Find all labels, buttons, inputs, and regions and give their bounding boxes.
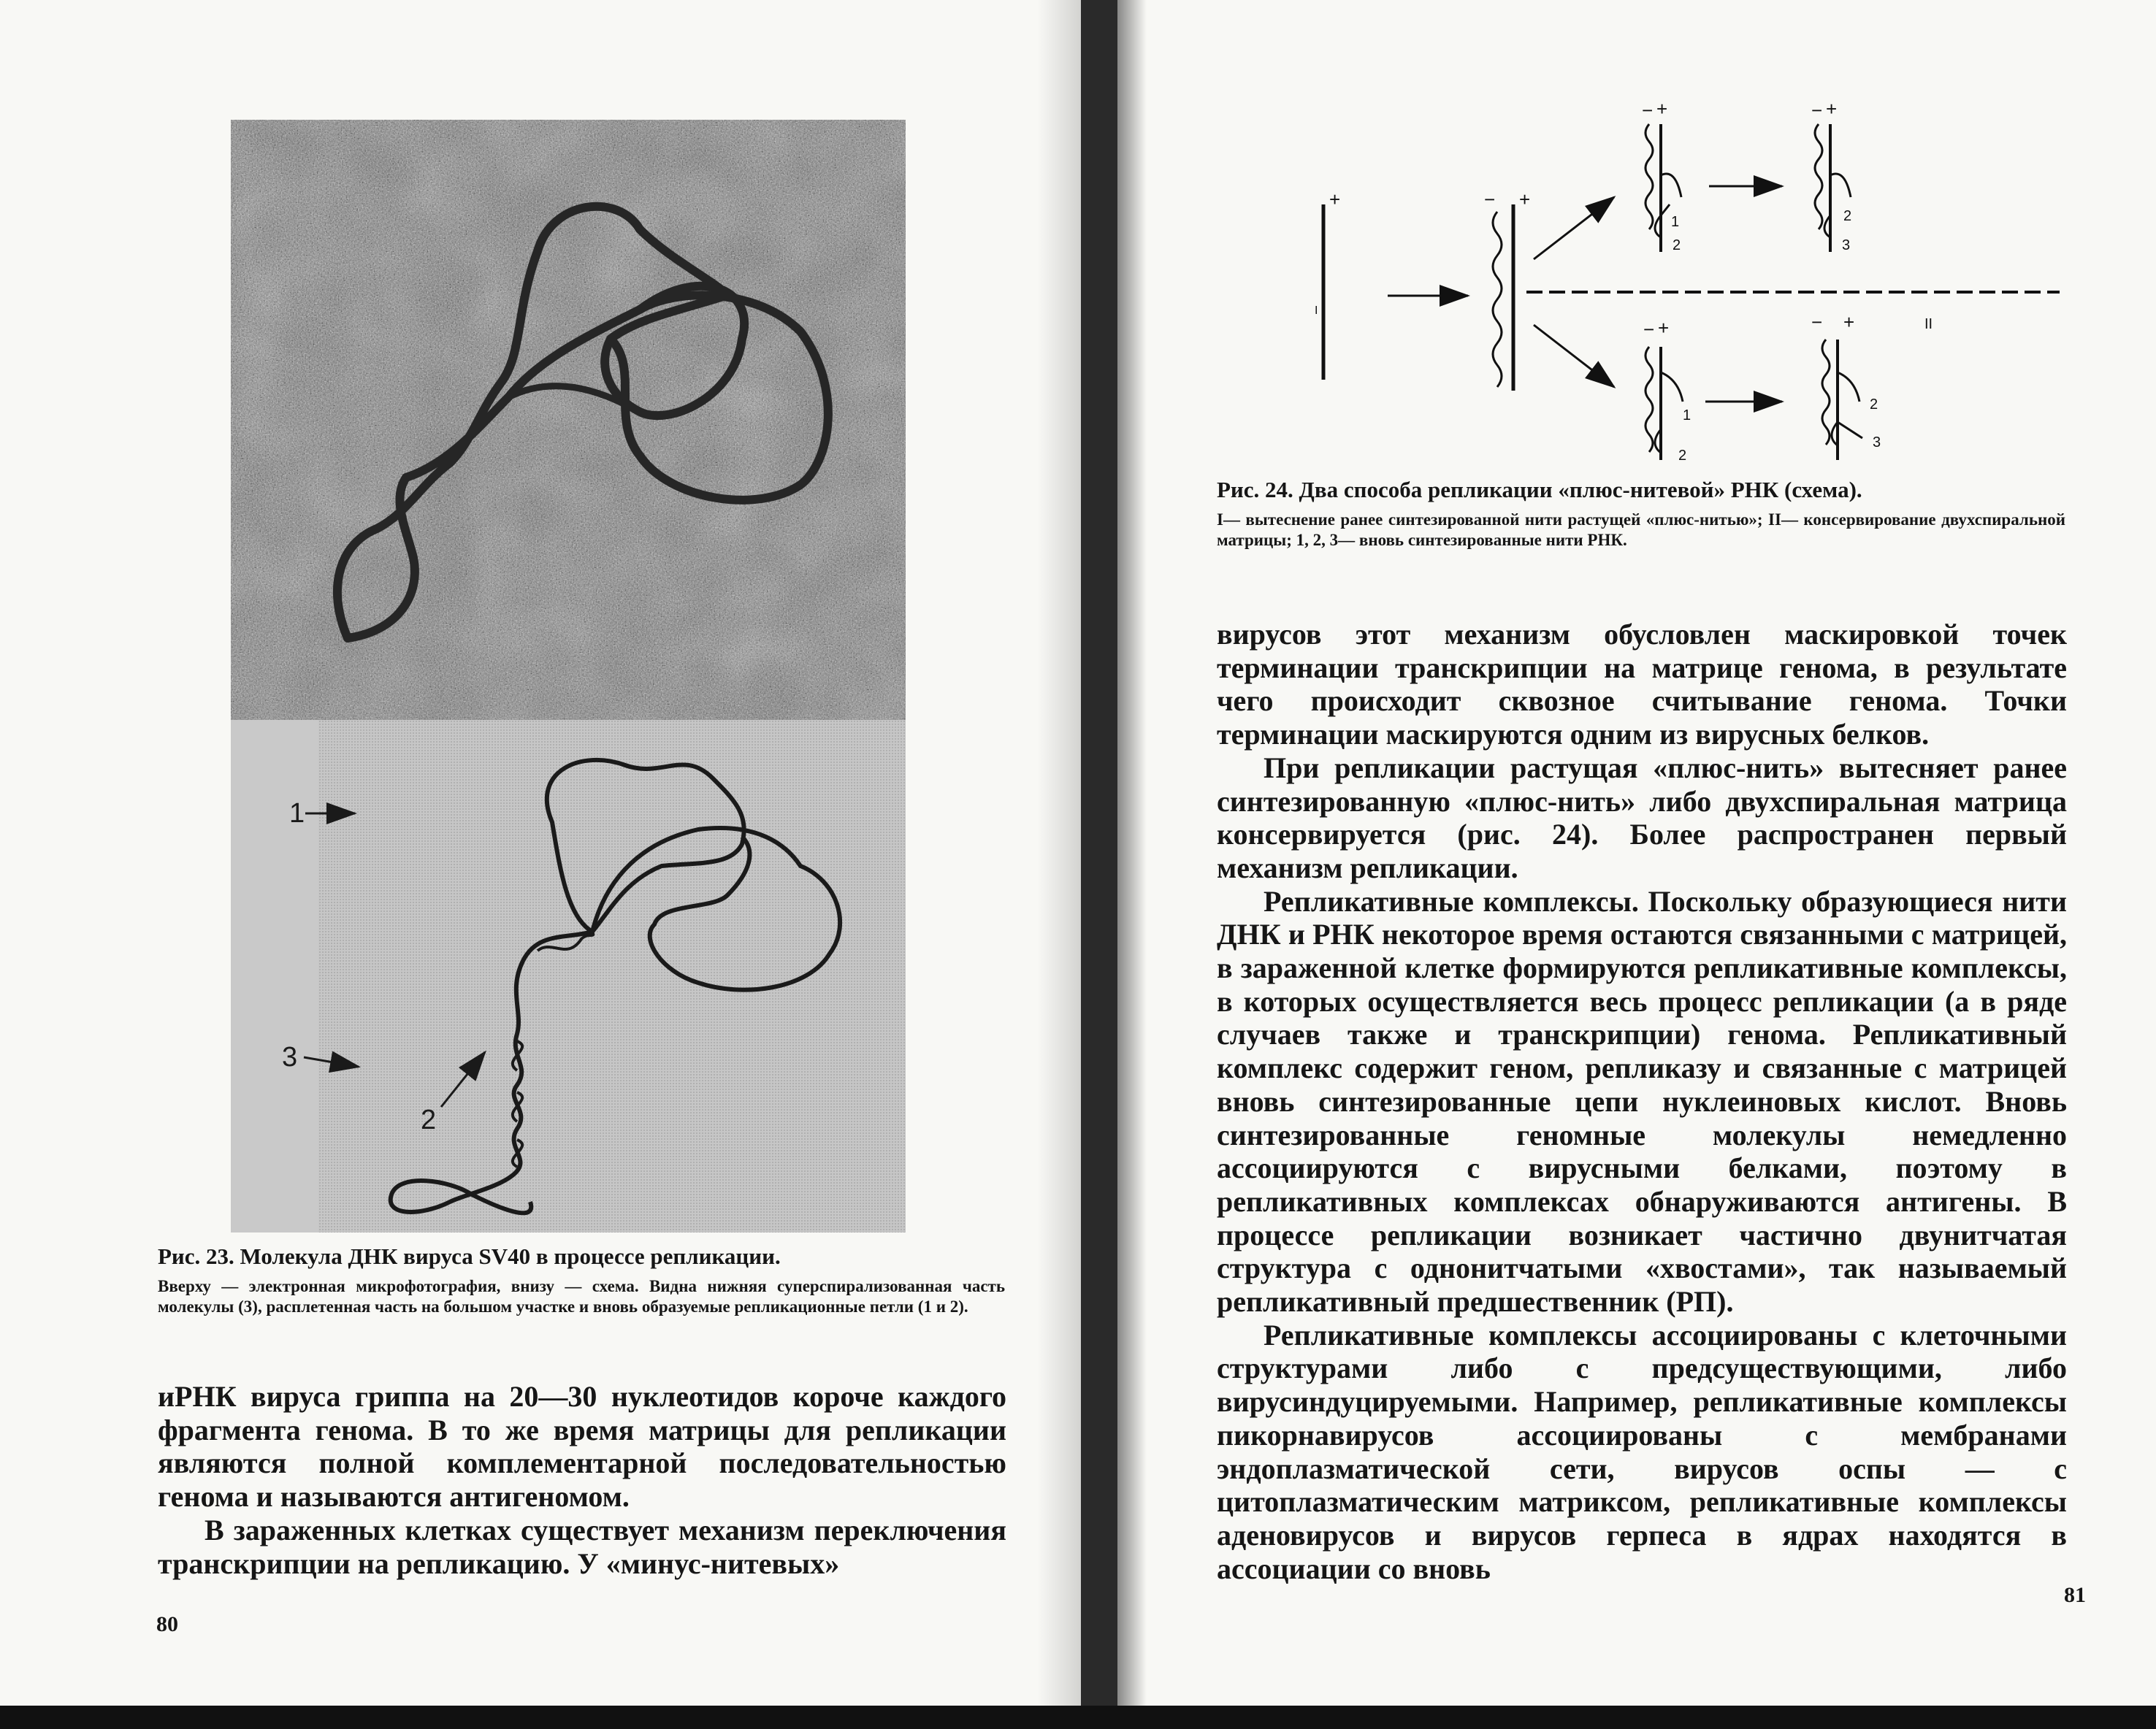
svg-text:1: 1 xyxy=(1671,214,1680,230)
replication-modes-diagram xyxy=(1300,95,2074,475)
figure-24-caption-title: Рис. 24. Два способа репликации «плюс-нитевой» РНК (схема). xyxy=(1217,477,1862,502)
svg-text:−: − xyxy=(1811,99,1823,121)
sign-plus-template: + xyxy=(1329,188,1341,210)
left-paragraph-1: иРНК вируса гриппа на 20—30 нуклеотидов короче каждого фрагмента генома. В то же время матрицы для репликации являются полной комплементарной последовательностью генома и называются антигеномом. xyxy=(158,1380,1006,1514)
svg-text:−: − xyxy=(1811,311,1823,333)
svg-text:+: + xyxy=(1658,317,1670,339)
right-paragraph-1: вирусов этот механизм обусловлен маскировкой точек терминации транскрипции на матрице генома, в результате чего происходит сквозное считывание генома. Точки терминации маскируются одним из вирусных белков. xyxy=(1217,618,2067,751)
scheme-label-1: 1 xyxy=(289,798,305,829)
svg-text:3: 3 xyxy=(1842,237,1851,253)
electron-micrograph xyxy=(231,120,906,720)
section-heading-replicative-complexes: Репликативные комплексы. xyxy=(1264,884,1639,918)
right-paragraph-2: При репликации растущая «плюс-нить» вытесняет ранее синтезированную «плюс-нить» либо двухспиральная матрица консервируется (рис. 24). Более распространен первый механизм репликации. xyxy=(1217,751,2067,884)
mode-label-I: I xyxy=(1315,304,1318,317)
gutter-shadow-right xyxy=(1117,0,1147,1706)
sign-minus-pair: − xyxy=(1484,188,1496,210)
right-body-text xyxy=(1217,618,2067,1585)
page-number-right: 81 xyxy=(2064,1583,2086,1607)
scheme-label-3: 3 xyxy=(282,1042,298,1073)
svg-text:−: − xyxy=(1643,318,1655,340)
replication-scheme xyxy=(231,720,906,1232)
arrow-mode-1 xyxy=(1534,197,1614,259)
svg-text:2: 2 xyxy=(1870,396,1878,413)
scheme-label-2: 2 xyxy=(421,1105,437,1135)
mode-label-II: II xyxy=(1924,316,1933,332)
micrograph-image xyxy=(231,120,906,720)
scheme-drawing xyxy=(231,720,906,1232)
svg-text:2: 2 xyxy=(1673,237,1681,253)
svg-text:+: + xyxy=(1826,98,1838,120)
right-page xyxy=(1117,0,2156,1706)
structure-I-a xyxy=(1642,98,1681,253)
right-paragraph-4: Репликативные комплексы ассоциированы с клеточными структурами либо с предсуществующими, либо вирусиндуцируемыми. Например, репликативные комплексы пикорнавирусов ассоциированы с мембранами эндоплазматической сети, вирусов оспы — с цитоплазматическим матриксом, репликативные комплексы аденовирусов и вирусов герпеса в ядрах находятся в ассоциации со вновь xyxy=(1217,1318,2067,1585)
svg-text:1: 1 xyxy=(1683,407,1691,423)
svg-text:−: − xyxy=(1642,99,1654,121)
left-body-text xyxy=(158,1380,1006,1580)
svg-text:+: + xyxy=(1656,98,1668,120)
right-paragraph-3: Репликативные комплексы. Поскольку образующиеся нити ДНК и РНК некоторое время остаются связанными с матрицей, в зараженной клетке формируются репликативные комплексы, в которых осуществляется весь процесс репликации (а в ряде случаев также и транскрипции) генома. Репликативный комплекс содержит геном, репликазу и связанные с матрицей вновь синтезированные цепи нуклеиновых кислот. Вновь синтезированные геномные молекулы немедленно ассоциируются с вирусными белками, поэтому в репликативных комплексах обнаруживаются антигены. В процессе репликации возникает частично двунитчатая структура с однонитчатыми «хвостами», так называемый репликативный предшественник (РП). xyxy=(1217,884,2067,1319)
svg-text:+: + xyxy=(1843,311,1855,333)
minus-strand-wavy xyxy=(1493,212,1502,387)
sign-plus-pair: + xyxy=(1519,188,1531,210)
structure-I-b xyxy=(1811,98,1851,253)
figure-23-caption-body: Вверху — электронная микрофотография, внизу — схема. Видна нижняя суперспирализованная часть молекулы (3), расплетенная часть на большом участке и вновь образуемые репликационные петли (1 и 2). xyxy=(158,1277,1005,1316)
scan-bottom-edge xyxy=(0,1706,2156,1729)
structure-II-a xyxy=(1643,317,1691,464)
structure-II-b xyxy=(1811,311,1881,460)
arrow-mode-2 xyxy=(1534,325,1614,387)
svg-text:3: 3 xyxy=(1873,434,1881,451)
left-page xyxy=(0,0,1090,1706)
figure-23-caption-title: Рис. 23. Молекула ДНК вируса SV40 в процессе репликации. xyxy=(158,1243,781,1269)
svg-text:2: 2 xyxy=(1843,208,1852,224)
svg-text:2: 2 xyxy=(1678,448,1687,464)
page-number-left: 80 xyxy=(156,1612,178,1636)
left-paragraph-2: В зараженных клетках существует механизм переключения транскрипции на репликацию. У «минус-нитевых» xyxy=(158,1513,1006,1580)
figure-24-caption-body: I— вытеснение ранее синтезированной нити растущей «плюс-нитью»; II— консервирование двухспиральной матрицы; 1, 2, 3— вновь синтезированные нити РНК. xyxy=(1217,510,2065,549)
